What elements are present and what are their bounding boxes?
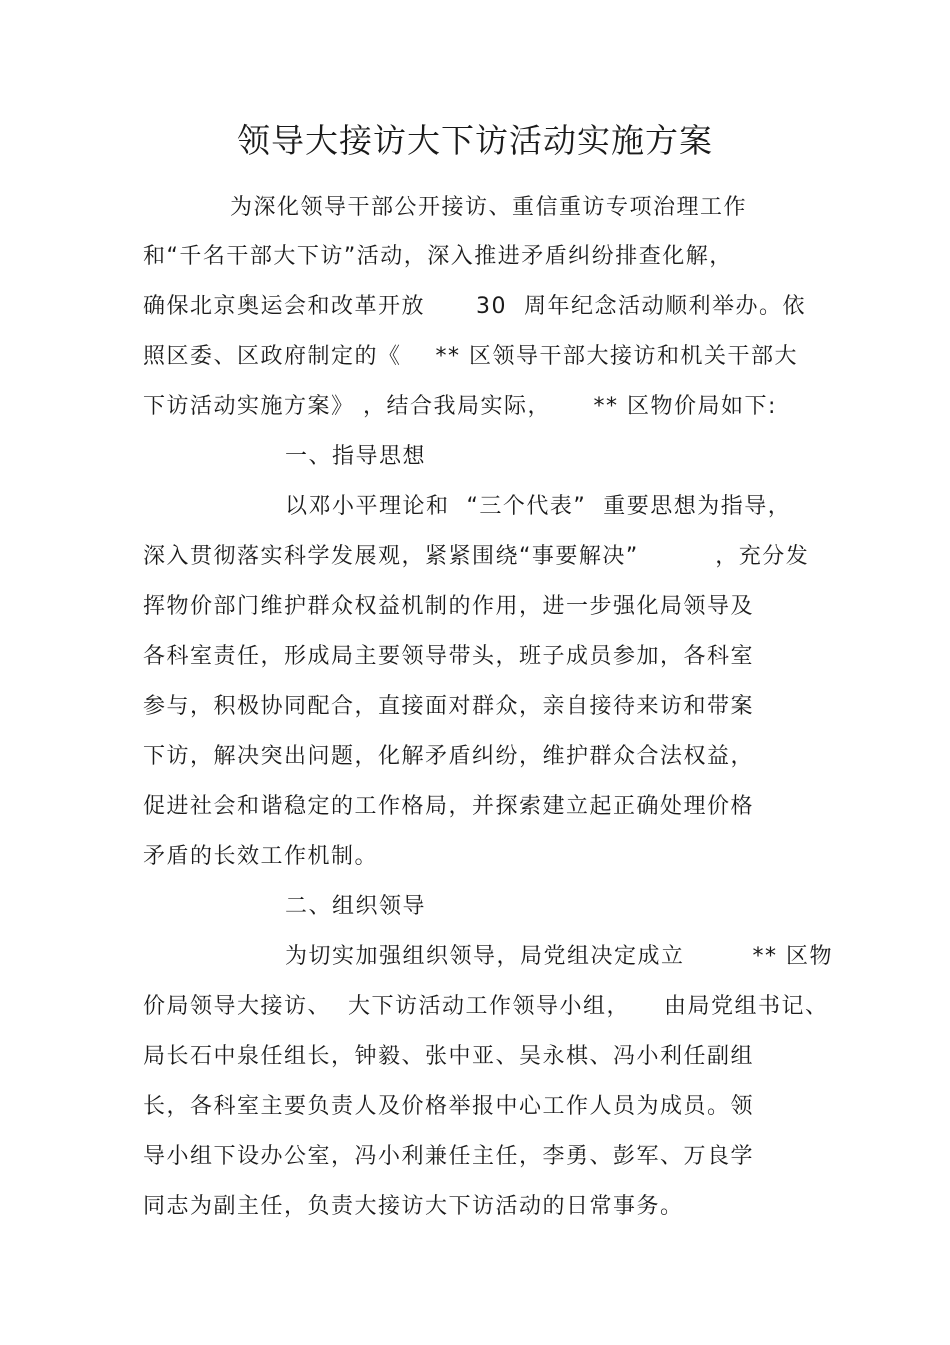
paragraph-line: 导小组下设办公室，冯小利兼任主任，李勇、彭军、万良学 — [143, 1144, 755, 1169]
paragraph-line: 长，各科室主要负责人及价格举报中心工作人员为成员。领 — [143, 1094, 755, 1119]
section-heading: 二、组织领导 — [285, 894, 427, 919]
paragraph-line: 下访活动实施方案》 ，结合我局实际， ** 区物价局如下: — [143, 394, 777, 419]
paragraph-line: 为切实加强组织领导，局党组决定成立 ** 区物 — [285, 944, 833, 969]
paragraph-line: 促进社会和谐稳定的工作格局，并探索建立起正确处理价格 — [143, 794, 755, 819]
paragraph-line: 价局领导大接访、 大下访活动工作领导小组， 由局党组书记、 — [143, 994, 829, 1019]
paragraph-line: 参与，积极协同配合，直接面对群众，亲自接待来访和带案 — [143, 694, 755, 719]
paragraph-line: 挥物价部门维护群众权益机制的作用，进一步强化局领导及 — [143, 594, 755, 619]
paragraph-line: 以邓小平理论和 “三个代表” 重要思想为指导， — [285, 494, 792, 519]
section-heading: 一、指导思想 — [285, 444, 427, 469]
paragraph-line: 深入贯彻落实科学发展观，紧紧围绕“事要解决” ，充分发 — [143, 544, 810, 569]
document-title: 领导大接访大下访活动实施方案 — [237, 121, 713, 160]
paragraph-line: 局长石中泉任组长，钟毅、张中亚、吴永棋、冯小利任副组 — [143, 1044, 755, 1069]
paragraph-line: 确保北京奥运会和改革开放 30 周年纪念活动顺利举办。依 — [143, 294, 806, 319]
paragraph-line: 和“千名干部大下访”活动，深入推进矛盾纠纷排查化解， — [143, 244, 733, 269]
paragraph-line: 为深化领导干部公开接访、重信重访专项治理工作 — [230, 195, 748, 220]
paragraph-line: 下访，解决突出问题，化解矛盾纠纷，维护群众合法权益， — [143, 744, 755, 769]
paragraph-line: 矛盾的长效工作机制。 — [143, 844, 379, 869]
paragraph-line: 照区委、区政府制定的《 ** 区领导干部大接访和机关干部大 — [143, 344, 798, 369]
paragraph-line: 各科室责任，形成局主要领导带头，班子成员参加，各科室 — [143, 644, 755, 669]
paragraph-line: 同志为副主任，负责大接访大下访活动的日常事务。 — [143, 1194, 684, 1219]
